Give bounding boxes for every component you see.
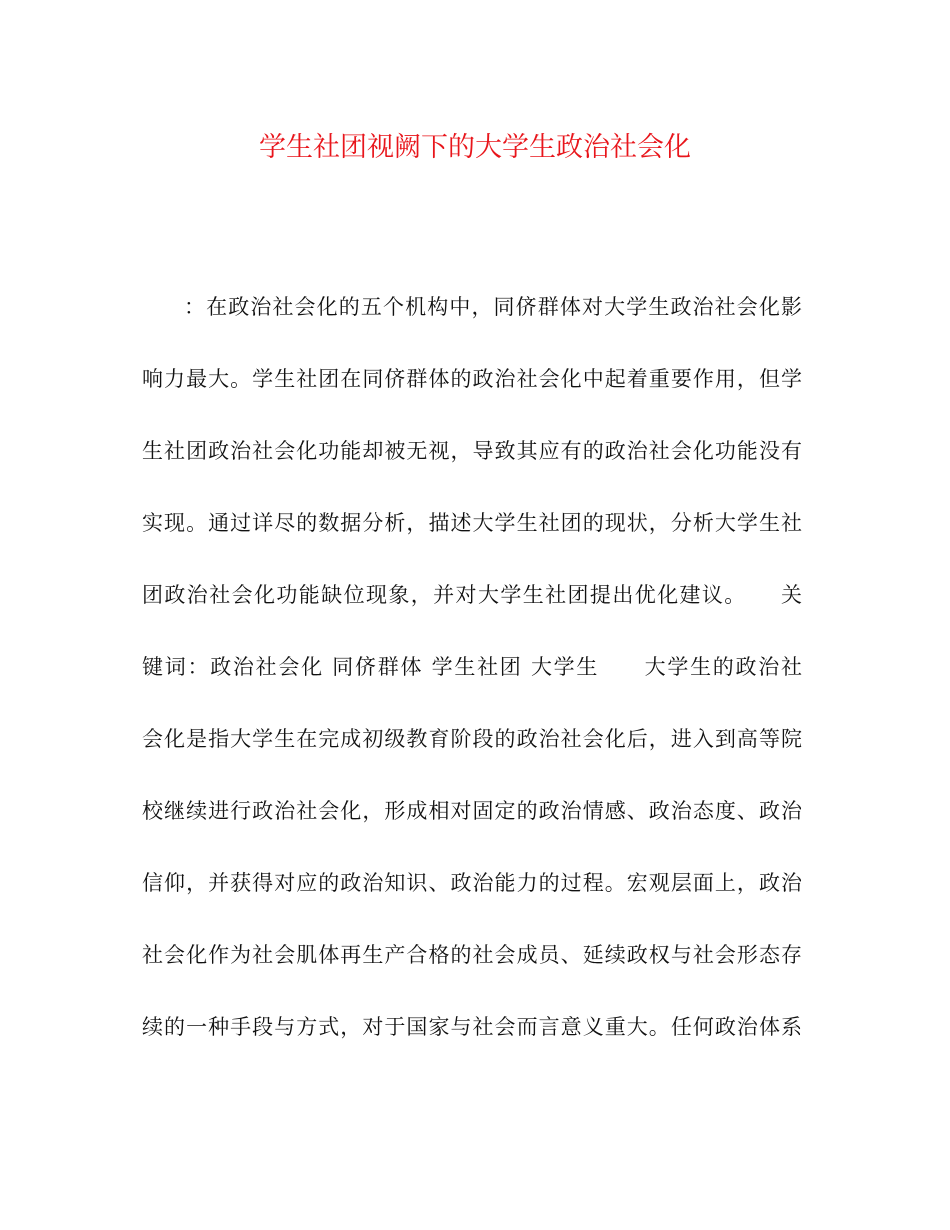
body-line-9: 信仰，并获得对应的政治知识、政治能力的过程。宏观层面上，政治 [142,871,802,895]
body-line-2: 响力最大。学生社团在同侪群体的政治社会化中起着重要作用，但学 [142,367,802,391]
body-line-11: 续的一种手段与方式，对于国家与社会而言意义重大。任何政治体系 [142,1015,802,1039]
body-line-6: 键词：政治社会化 同侪群体 学生社团 大学生 大学生的政治社 [142,655,802,679]
body-line-4: 实现。通过详尽的数据分析，描述大学生社团的现状，分析大学生社 [142,511,802,535]
body-line-1: ：在政治社会化的五个机构中，同侪群体对大学生政治社会化影 [184,295,802,319]
body-line-5: 团政治社会化功能缺位现象，并对大学生社团提出优化建议。 关 [142,583,802,607]
body-line-10: 社会化作为社会肌体再生产合格的社会成员、延续政权与社会形态存 [142,943,802,967]
body-line-3: 生社团政治社会化功能却被无视，导致其应有的政治社会化功能没有 [142,439,802,463]
body-line-7: 会化是指大学生在完成初级教育阶段的政治社会化后，进入到高等院 [142,727,802,751]
document-title: 学生社团视阙下的大学生政治社会化 [259,132,691,163]
body-line-8: 校继续进行政治社会化，形成相对固定的政治情感、政治态度、政治 [142,799,802,823]
